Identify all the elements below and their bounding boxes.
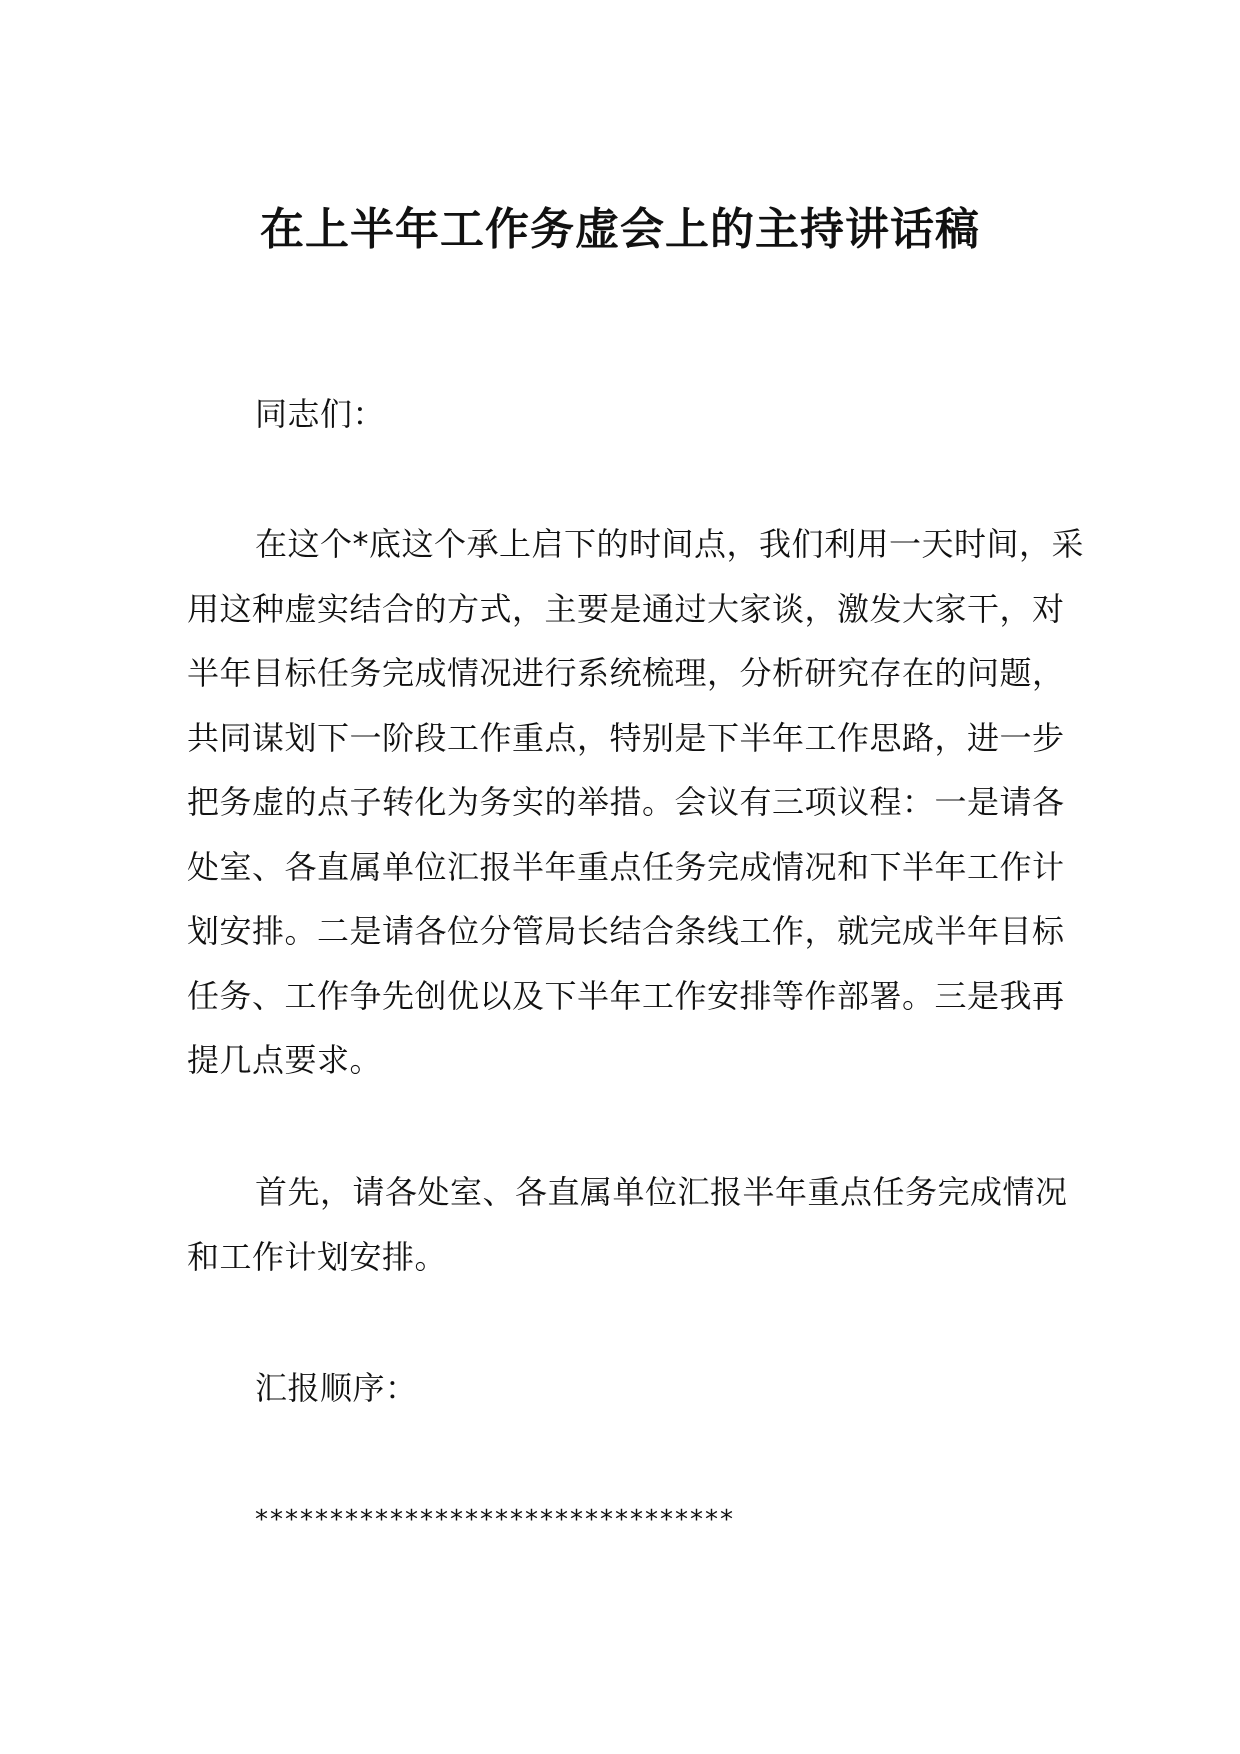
first-agenda-paragraph: 首先，请各处室、各直属单位汇报半年重点任务完成情况和工作计划安排。 (187, 1173, 1068, 1276)
document-title: 在上半年工作务虚会上的主持讲话稿 (260, 204, 980, 255)
report-order-label: 汇报顺序： (255, 1369, 418, 1407)
redacted-placeholder: ******************************** (255, 1505, 735, 1535)
intro-paragraph: 在这个*底这个承上启下的时间点，我们利用一天时间，采用这种虚实结合的方式，主要是通过大家谈，激发大家干，对半年目标任务完成情况进行系统梳理，分析研究存在的问题，共同谋划下一阶段工作重点，特别是下半年工作思路，进一步把务虚的点子转化为务实的举措。会议有三项议程：一是请各处室、各直属单位汇报半年重点任务完成情况和下半年工作计划安排。二是请各位分管局长结合条线工作，就完成半年目标任务、工作争先创优以及下半年工作安排等作部署。三是我再提几点要求。 (187, 525, 1085, 1079)
greeting-paragraph: 同志们： (255, 395, 386, 433)
